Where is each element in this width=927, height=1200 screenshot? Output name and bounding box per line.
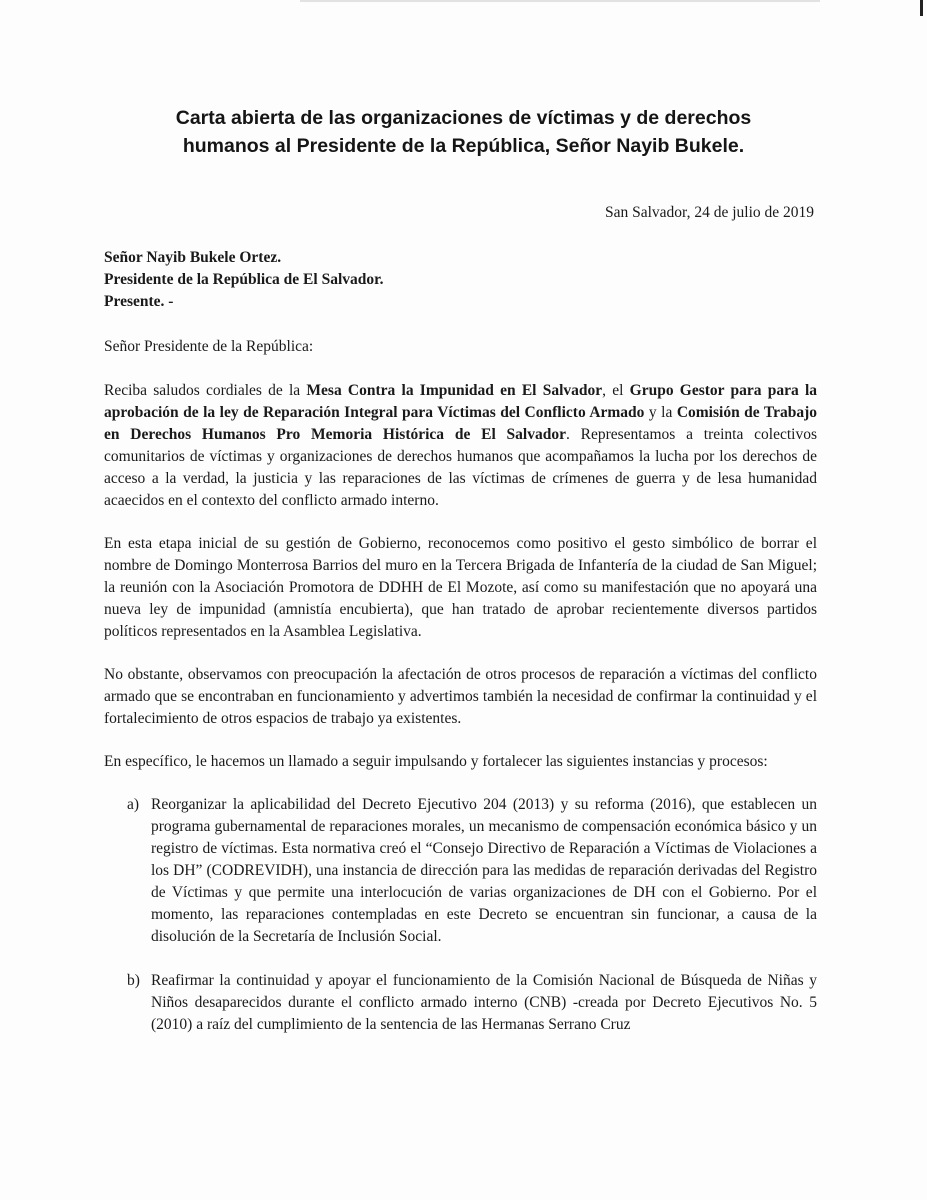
letter-body: [104, 336, 817, 1058]
list-item: [104, 794, 817, 948]
request-list: [104, 794, 817, 1036]
salutation: Señor Presidente de la República:: [104, 338, 314, 355]
addressee-block: [104, 247, 383, 313]
letter-title-line-2: humanos al Presidente de la República, Señor Nayib Bukele.: [182, 135, 745, 157]
paragraph-1: [104, 380, 817, 512]
paragraph-2: En esta etapa inicial de su gestión de Gobierno, reconocemos como positivo el gesto simbólico de borrar el nombre de Domingo Monterrosa Barrios del muro en la Tercera Brigada de Infantería de la ciudad de San Miguel; la reunión con la Asociación Promotora de DDHH de El Mozote, así como su manifestación que no apoyará una nueva ley de impunidad (amnistía encubierta), que han tratado de aprobar recientemente diversos partidos políticos representados en la Asamblea Legislativa.: [104, 535, 817, 640]
list-item-marker: b): [127, 972, 140, 989]
org-mesa-contra-impunidad: Mesa Contra la Impunidad en El Salvador: [306, 382, 603, 399]
list-item: [104, 970, 817, 1036]
addressee-presente: Presente. -: [104, 293, 174, 310]
letter-title-line-1: Carta abierta de las organizaciones de víctimas y de derechos: [175, 107, 752, 129]
scan-top-line: [300, 0, 820, 2]
scan-edge-mark: [920, 0, 923, 16]
paragraph-1-text-2: , el: [602, 382, 630, 399]
org-grupo-gestor: Grupo Gestor para para la aprobación de la ley de Reparación Integral para Víctimas del Conflicto Armado: [104, 382, 818, 421]
addressee-position: Presidente de la República de El Salvador.: [104, 271, 384, 288]
addressee-name: Señor Nayib Bukele Ortez.: [104, 249, 282, 266]
letter-date: San Salvador, 24 de julio de 2019: [604, 204, 814, 221]
paragraph-4: En específico, le hacemos un llamado a seguir impulsando y fortalecer las siguientes instancias y procesos:: [104, 753, 768, 770]
list-item-text: Reafirmar la continuidad y apoyar el funcionamiento de la Comisión Nacional de Búsqueda de Niñas y Niños desaparecidos durante el conflicto armado interno (CNB) -creada por Decreto Ejecutivos No. 5 (2010) a raíz del cumplimiento de la sentencia de las Hermanas Serrano Cruz: [151, 972, 817, 1033]
paragraph-1-text-4: . Representamos a treinta colectivos comunitarios de víctimas y organizaciones de derechos humanos que acompañamos la lucha por los derechos de acceso a la verdad, la justicia y las reparaciones de las víctimas de crímenes de guerra y de lesa humanidad acaecidos en el contexto del conflicto armado interno.: [104, 426, 817, 509]
list-item-text: Reorganizar la aplicabilidad del Decreto Ejecutivo 204 (2013) y su reforma (2016), que establecen un programa gubernamental de reparaciones morales, un mecanismo de compensación económica básico y un registro de víctimas. Esta normativa creó el “Consejo Directivo de Reparación a Víctimas de Violaciones a los DH” (CODREVIDH), una instancia de dirección para las medidas de reparación derivadas del Registro de Víctimas y que permite una interlocución de varias organizaciones de DH con el Gobierno. Por el momento, las reparaciones contempladas en este Decreto se encuentran sin funcionar, a causa de la disolución de la Secretaría de Inclusión Social.: [151, 796, 817, 945]
paragraph-3: No obstante, observamos con preocupación la afectación de otros procesos de reparación a víctimas del conflicto armado que se encontraban en funcionamiento y advertimos también la necesidad de confirmar la continuidad y el fortalecimiento de otros espacios de trabajo ya existentes.: [104, 666, 817, 727]
letter-title: [100, 104, 827, 160]
paragraph-1-text-3: y la: [644, 404, 677, 421]
paragraph-1-text-1: Reciba saludos cordiales de la: [104, 382, 307, 399]
org-comision-trabajo: Comisión de Trabajo en Derechos Humanos Pro Memoria Histórica de El Salvador: [104, 404, 817, 443]
list-item-marker: a): [127, 796, 140, 813]
